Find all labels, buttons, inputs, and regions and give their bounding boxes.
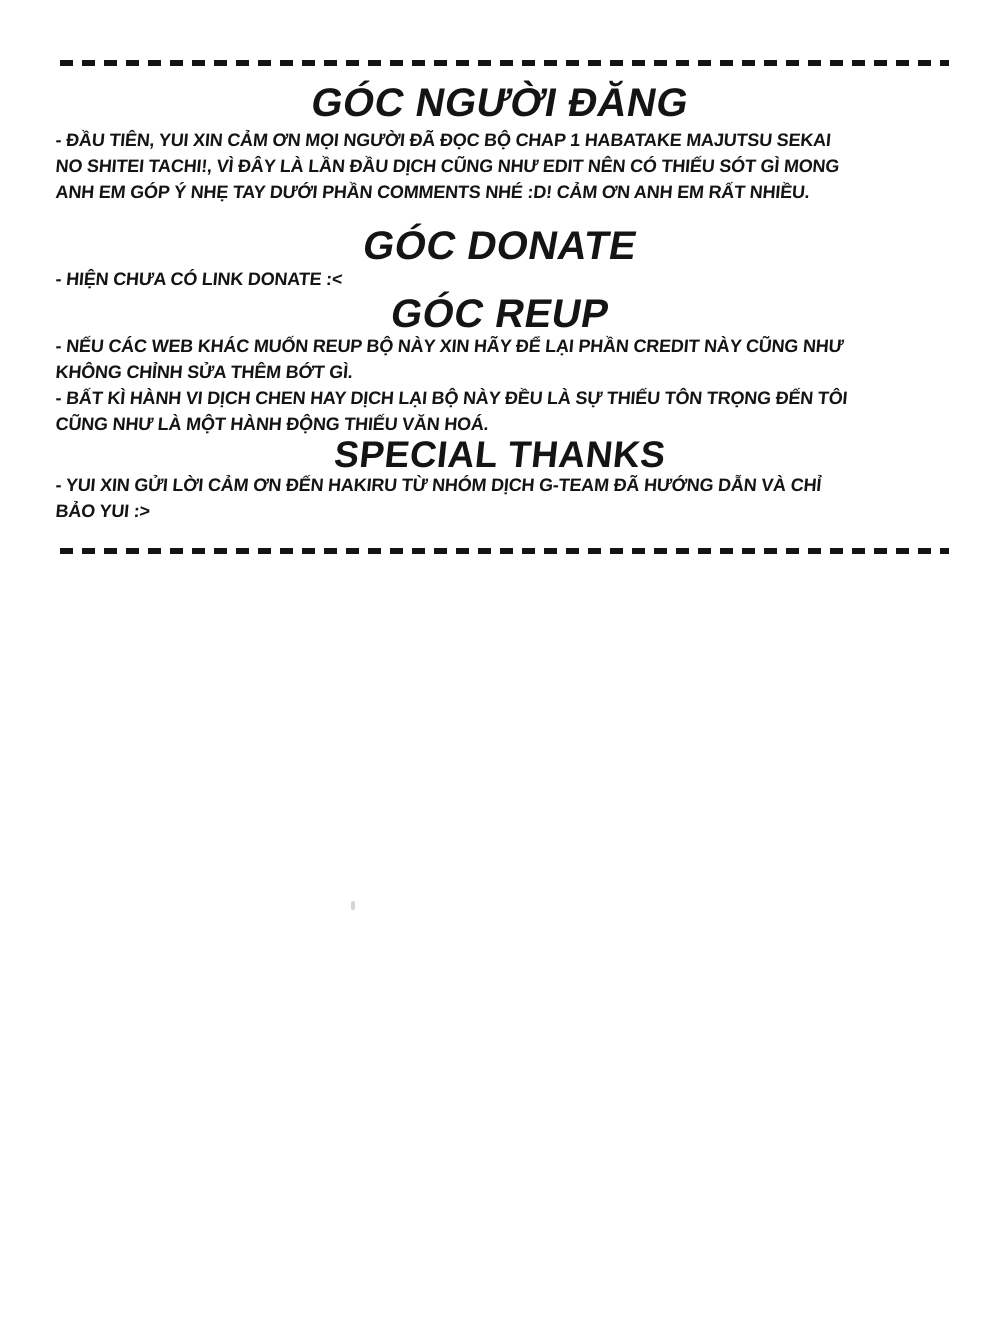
credit-text-line: NO SHITEI TACHI!, VÌ ĐÂY LÀ LẦN ĐẦU DỊCH CŨNG NHƯ EDIT NÊN CÓ THIẾU SÓT GÌ MONG (54, 156, 841, 176)
credit-text-line: - YUI XIN GỬI LỜI CẢM ƠN ĐẾN HAKIRU TỪ NHÓM DỊCH G-TEAM ĐÃ HƯỚNG DẪN VÀ CHỈ (54, 475, 823, 495)
credit-text-line: - NẾU CÁC WEB KHÁC MUỐN REUP BỘ NÀY XIN HÃY ĐỂ LẠI PHẦN CREDIT NÀY CŨNG NHƯ (54, 336, 845, 356)
scan-artifact-speck (351, 901, 355, 910)
reup-corner-note (55, 333, 965, 437)
section-title-special-thanks: SPECIAL THANKS (332, 434, 668, 475)
donate-corner-note (55, 266, 965, 292)
dashed-divider-top (60, 60, 949, 66)
section-title-donate-corner: GÓC DONATE (359, 224, 641, 268)
credit-text-line: - HIỆN CHƯA CÓ LINK DONATE :< (54, 269, 344, 289)
credit-text-line: - ĐẦU TIÊN, YUI XIN CẢM ƠN MỌI NGƯỜI ĐÃ ĐỌC BỘ CHAP 1 HABATAKE MAJUTSU SEKAI (54, 130, 832, 150)
section-title-reup-corner: GÓC REUP (387, 292, 613, 336)
section-title-uploader-corner: GÓC NGƯỜI ĐĂNG (307, 81, 693, 125)
credit-text-line: CŨNG NHƯ LÀ MỘT HÀNH ĐỘNG THIẾU VĂN HOÁ. (54, 414, 490, 434)
credit-text-line: - BẤT KÌ HÀNH VI DỊCH CHEN HAY DỊCH LẠI BỘ NÀY ĐỀU LÀ SỰ THIẾU TÔN TRỌNG ĐẾN TÔI (54, 388, 849, 408)
credit-text-line: KHÔNG CHỈNH SỬA THÊM BỚT GÌ. (54, 362, 354, 382)
uploader-corner-note (55, 127, 965, 205)
credit-text-line: ANH EM GÓP Ý NHẸ TAY DƯỚI PHẦN COMMENTS NHÉ :D! CẢM ƠN ANH EM RẤT NHIỀU. (54, 182, 811, 202)
credit-text-line: BẢO YUI :> (54, 501, 151, 521)
special-thanks-note (55, 472, 965, 524)
dashed-divider-bottom (60, 548, 949, 554)
